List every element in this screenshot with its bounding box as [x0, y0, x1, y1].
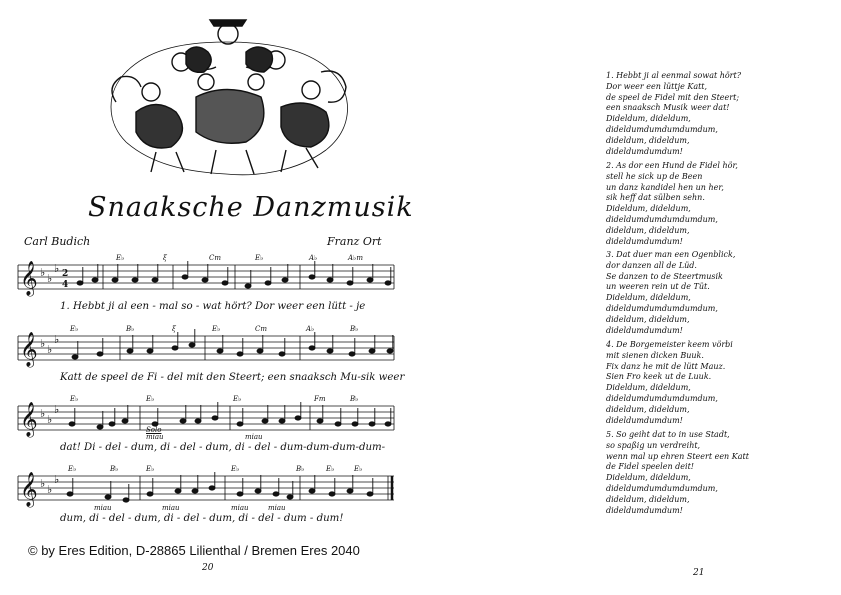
note-head: [77, 281, 83, 285]
verse-line: Dideldum, dideldum,: [606, 473, 691, 483]
verse-line: un danz kandidel hen un her,: [606, 182, 724, 192]
verse-line: dideldumdumdumdumdum,: [606, 303, 718, 313]
chord-symbol: A♭: [309, 254, 318, 262]
verse-line: dideldum, dideldum,: [606, 135, 690, 145]
verse-3: [606, 250, 806, 336]
note-head: [97, 352, 103, 356]
svg-text:♭: ♭: [47, 483, 53, 496]
chord-symbol: ξ: [172, 325, 176, 333]
note-head: [209, 486, 215, 490]
note-head: [335, 422, 341, 426]
chord-symbol: E♭: [231, 465, 240, 473]
song-title: Snaaksche Danzmusik: [88, 192, 414, 223]
chord-symbol: B♭: [110, 465, 119, 473]
verse-line: stell he sick up de Been: [606, 171, 703, 181]
chord-symbol: B♭: [296, 465, 305, 473]
composer-credit: Franz Ort: [327, 235, 382, 248]
verse-line: dideldumdumdum!: [606, 325, 683, 335]
lyric-line-3: dat! Di - del - dum, di - del - dum, di - del - dum-dum-dum-dum-: [60, 442, 386, 453]
note-head: [385, 422, 391, 426]
miau-label: miau: [231, 504, 249, 512]
time-signature-bottom: 4: [62, 280, 69, 290]
verse-line: 3. Dat duer man een Ogenblick,: [606, 250, 736, 259]
note-head: [282, 278, 288, 282]
note-head: [255, 489, 261, 493]
verse-5: [606, 430, 806, 516]
note-head: [132, 278, 138, 282]
verse-line: sik heff dat sülben sehn.: [606, 193, 705, 203]
miau-label: miau: [245, 433, 263, 441]
svg-text:♭: ♭: [47, 413, 53, 426]
chord-symbol: B♭: [350, 325, 359, 333]
chord-symbol: E♭: [116, 254, 125, 262]
note-head: [387, 349, 393, 353]
copyright-notice: © by Eres Edition, D-28865 Lilienthal / Bremen Eres 2040: [28, 543, 360, 558]
verse-line: 4. De Borgemeister keem vörbi: [606, 340, 733, 349]
note-head: [195, 419, 201, 423]
verse-line: 5. So geiht dat to in use Stadt,: [606, 430, 730, 439]
chord-symbol: E♭: [70, 395, 79, 403]
verse-line: dideldum, dideldum,: [606, 494, 690, 504]
verse-4: [606, 340, 806, 426]
chord-symbol: ξ: [163, 254, 167, 262]
note-head: [180, 419, 186, 423]
note-head: [245, 284, 251, 288]
chord-symbol: E♭: [212, 325, 221, 333]
verse-2: [606, 161, 806, 247]
verse-line: 2. As dor een Hund de Fidel hör,: [606, 161, 738, 170]
note-head: [385, 281, 391, 285]
note-head: [295, 416, 301, 420]
verse-line: dideldum, dideldum,: [606, 404, 690, 414]
chord-symbol: Cm: [255, 325, 267, 333]
lyricist-credit: Carl Budich: [24, 235, 91, 248]
lyric-line-1: 1. Hebbt ji al een - mal so - wat hört? Dor weer een lütt - je: [60, 301, 366, 312]
svg-text:♭: ♭: [40, 337, 46, 350]
chord-symbol: A♭m: [348, 254, 363, 262]
note-head: [265, 281, 271, 285]
staff-4: [18, 476, 394, 500]
lyric-line-2: Katt de speel de Fi - del mit den Steert; een snaaksch Mu-sik weer: [60, 372, 405, 383]
svg-text:♭: ♭: [40, 407, 46, 420]
svg-text:♭: ♭: [40, 477, 46, 490]
svg-text:♭: ♭: [54, 403, 60, 416]
verse-line: 1. Hebbt ji al eenmal sowat hört?: [606, 71, 742, 80]
note-head: [347, 489, 353, 493]
note-head: [152, 278, 158, 282]
verse-line: dideldum, dideldum,: [606, 225, 690, 235]
chord-symbol: E♭: [146, 395, 155, 403]
note-head: [147, 492, 153, 496]
note-head: [309, 346, 315, 350]
verse-line: wenn mal up ehren Steert een Katt: [606, 451, 749, 461]
miau-label: miau: [94, 504, 112, 512]
note-head: [67, 492, 73, 496]
note-head: [367, 278, 373, 282]
note-head: [279, 352, 285, 356]
note-head: [349, 352, 355, 356]
verse-line: dideldumdumdumdumdum,: [606, 483, 718, 493]
note-head: [352, 422, 358, 426]
time-signature-top: 2: [62, 269, 69, 279]
note-head: [262, 419, 268, 423]
note-head: [189, 343, 195, 347]
note-head: [217, 349, 223, 353]
chord-symbol: E♭: [68, 465, 77, 473]
treble-clef-4: 𝄞: [20, 472, 38, 507]
page-number-right: 21: [693, 568, 705, 578]
note-head: [279, 419, 285, 423]
verse-line: Dideldum, dideldum,: [606, 383, 691, 393]
verse-line: Se danzen to de Steertmusik: [606, 271, 723, 281]
note-head: [222, 281, 228, 285]
note-head: [147, 349, 153, 353]
note-head: [237, 352, 243, 356]
verse-line: dideldumdumdumdumdum,: [606, 124, 718, 134]
verse-1: [606, 71, 806, 157]
note-head: [309, 275, 315, 279]
note-head: [105, 495, 111, 499]
verse-line: Sien Fro keek ut de Luuk.: [606, 372, 712, 382]
note-head: [327, 278, 333, 282]
chord-symbol: E♭: [354, 465, 363, 473]
note-head: [287, 495, 293, 499]
verse-line: Dideldum, dideldum,: [606, 114, 691, 124]
note-head: [273, 492, 279, 496]
chord-symbol: E♭: [70, 325, 79, 333]
svg-text:♭: ♭: [54, 473, 60, 486]
verse-line: de Fidel speelen deit!: [606, 462, 694, 472]
staff-1: [18, 265, 394, 289]
verse-line: so spaßig un verdreiht,: [606, 440, 701, 450]
miau-label: miau: [162, 504, 180, 512]
treble-clef-3: 𝄞: [20, 402, 38, 437]
note-head: [257, 349, 263, 353]
verse-line: mit sienen dicken Buuk.: [606, 350, 704, 360]
chord-symbol: E♭: [255, 254, 264, 262]
note-head: [212, 416, 218, 420]
note-head: [369, 349, 375, 353]
svg-text:♭: ♭: [54, 333, 60, 346]
note-head: [309, 489, 315, 493]
verse-line: dideldum, dideldum,: [606, 314, 690, 324]
note-head: [369, 422, 375, 426]
verse-line: een snaaksch Musik weer dat!: [606, 103, 730, 113]
miau-label: miau: [268, 504, 286, 512]
verse-line: dideldumdumdum!: [606, 146, 683, 156]
sheet-music: [0, 0, 420, 540]
verse-line: dor danzen all de Lüd.: [606, 260, 697, 270]
chord-symbol: Cm: [209, 254, 221, 262]
verse-line: dideldumdumdumdumdum,: [606, 214, 718, 224]
svg-text:♭: ♭: [47, 343, 53, 356]
treble-clef-2: 𝄞: [20, 332, 38, 367]
note-head: [172, 346, 178, 350]
verse-line: dideldumdumdum!: [606, 236, 683, 246]
verse-line: dideldumdumdum!: [606, 505, 683, 515]
note-head: [122, 419, 128, 423]
chord-symbol: B♭: [126, 325, 135, 333]
chord-symbol: E♭: [146, 465, 155, 473]
chord-symbol: Fm: [314, 395, 326, 403]
note-head: [72, 355, 78, 359]
note-head: [347, 281, 353, 285]
chord-symbol: B♭: [350, 395, 359, 403]
chord-symbol: E♭: [326, 465, 335, 473]
note-head: [92, 278, 98, 282]
note-head: [109, 422, 115, 426]
note-head: [69, 422, 75, 426]
note-head: [127, 349, 133, 353]
svg-text:♭: ♭: [47, 272, 53, 285]
verse-line: de speel de Fidel mit den Steert;: [606, 92, 740, 102]
verse-line: dideldumdumdumdumdum,: [606, 393, 718, 403]
note-head: [182, 275, 188, 279]
note-head: [317, 419, 323, 423]
note-head: [112, 278, 118, 282]
svg-text:♭: ♭: [54, 262, 60, 275]
verse-line: Dideldum, dideldum,: [606, 293, 691, 303]
verse-line: dideldumdumdum!: [606, 415, 683, 425]
chord-symbol: A♭: [306, 325, 315, 333]
note-head: [237, 492, 243, 496]
note-head: [329, 492, 335, 496]
verse-line: un weeren rein ut de Tüt.: [606, 282, 710, 292]
verse-line: Fix danz he mit de lütt Mauz.: [606, 361, 726, 371]
chord-symbol: E♭: [233, 395, 242, 403]
note-head: [123, 498, 129, 502]
solo-label: Solo: [146, 426, 162, 434]
note-head: [202, 278, 208, 282]
lyric-line-4: dum, di - del - dum, di - del - dum, di - del - dum - dum!: [60, 513, 344, 524]
verse-line: Dor weer een lüttje Katt,: [606, 81, 708, 91]
note-head: [192, 489, 198, 493]
note-head: [237, 422, 243, 426]
note-head: [97, 425, 103, 429]
page-number-left: 20: [202, 563, 214, 573]
verse-line: Dideldum, dideldum,: [606, 204, 691, 214]
treble-clef-1: 𝄞: [20, 261, 38, 296]
note-head: [367, 492, 373, 496]
note-head: [175, 489, 181, 493]
note-head: [327, 349, 333, 353]
miau-label: miau: [146, 433, 164, 441]
flat-sign: ♭: [40, 266, 46, 279]
